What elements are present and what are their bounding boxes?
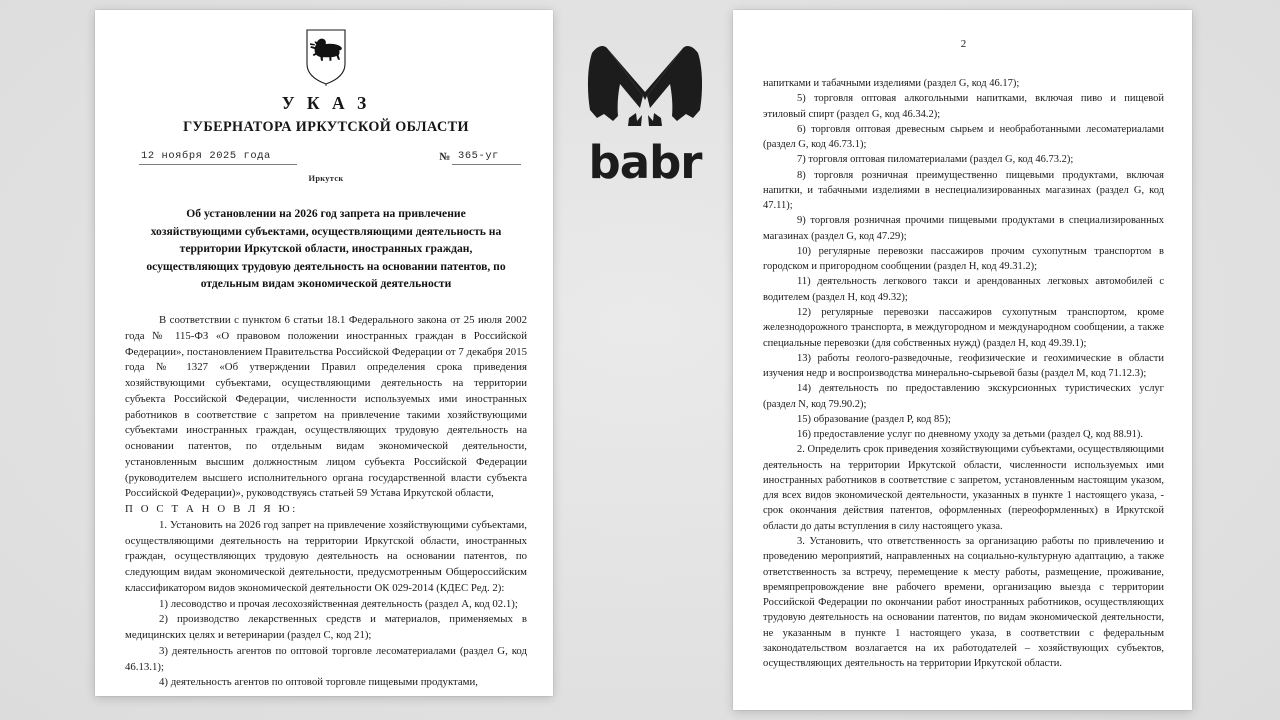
list-item: 13) работы геолого-разведочные, геофизические и геохимические в области изучения недр и воспроизводства минерально-сырьевой базы (раздел М, код 71.12.3); <box>763 352 1164 380</box>
list-item: 9) торговля розничная прочими пищевыми продуктами в специализированных магазинах (раздел G, код 47.29); <box>763 215 1164 242</box>
list-item: 14) деятельность по предоставлению экскурсионных туристических услуг (раздел N, код 79.90.2); <box>763 383 1164 410</box>
clause-1: 1. Установить на 2026 год запрет на привлечение хозяйствующими субъектами, осуществляющими деятельность на территории Иркутской области, иностранных граждан, осуществляющих трудовую деятельность на основании патентов, по следующим видам экономической деятельности, предусмотренным Общероссийским классификатором видов экономической деятельности ОК 029-2014 (КДЕС Ред. 2): <box>125 518 527 594</box>
clause-2: 2. Определить срок приведения хозяйствующими субъектами, осуществляющими деятельность на территории Иркутской области, численности используемых ими иностранных работников в соответствие с запретом, установленным настоящим указом, для всех видов экономической деятельности, указанных в пункте 1 настоящего указа, - срок окончания действия патентов, оформленных (переоформленных) в Иркутской области до даты вступления в силу настоящего указа. <box>763 444 1164 532</box>
list-item: 5) торговля оптовая алкогольными напитками, включая пиво и пищевой этиловый спирт (раздел G, код 46.34.2); <box>763 93 1164 120</box>
irkutsk-coat-of-arms-icon <box>304 28 348 86</box>
decree-body-continued <box>763 76 1164 671</box>
list-item: 1) лесоводство и прочая лесохозяйственная деятельность (раздел А, код 02.1); <box>159 597 518 610</box>
document-date: 12 ноября 2025 года <box>139 150 297 165</box>
document-meta-row <box>125 150 527 165</box>
list-item: 2) производство лекарственных средств и материалов, применяемых в медицинских целях и ветеринарии (раздел С, код 21); <box>125 613 527 642</box>
document-city: Иркутск <box>308 174 344 183</box>
babr-watermark <box>570 26 720 201</box>
list-item: 10) регулярные перевозки пассажиров прочим сухопутным транспортом в городском и пригородном сообщении (раздел Н, код 49.31.2); <box>763 245 1164 273</box>
list-item: 6) торговля оптовая древесным сырьем и необработанными лесоматериалами (раздел G, код 46.73.1); <box>763 123 1164 151</box>
list-item: 7) торговля оптовая пиломатериалами (раздел G, код 46.73.2); <box>797 154 1074 166</box>
list-item: 16) предоставление услуг по дневному уходу за детьми (раздел Q, код 88.91). <box>797 429 1144 441</box>
intro-paragraph: В соответствии с пунктом 6 статьи 18.1 Федерального закона от 25 июля 2002 года № 115-ФЗ «О правовом положении иностранных граждан в Российской Федерации», постановлением Правительства Российской Федерации от 7 декабря 2015 года № 1327 «Об утверждении Правил определения срока приведения хозяйствующими субъектами, осуществляющими деятельность на территории субъекта Российской Федерации, численности используемых ими иностранных работников в соответствие с запретом на привлечение такими хозяйствующими субъектами иностранных граждан, осуществляющих трудовую деятельность на основании патентов, по отдельным видам экономической деятельности, установленным высшим должностным лицом субъекта Российской Федерации (руководителем высшего исполнительного органа государственной власти субъекта Российской Федерации)», руководствуясь статьей 59 Устава Иркутской области, <box>125 314 527 500</box>
page-subtitle: ГУБЕРНАТОРА ИРКУТСКОЙ ОБЛАСТИ <box>183 119 469 135</box>
list-item: 4) деятельность агентов по оптовой торговле пищевыми продуктами, <box>159 676 478 689</box>
decree-verb: П О С Т А Н О В Л Я Ю: <box>125 503 298 516</box>
list-item: 8) торговля розничная преимущественно пищевыми продуктами, включая напитки, и табачными изделиями в неспециализированных магазинах (раздел G, код 47.11); <box>763 169 1164 212</box>
continuation-line: напитками и табачными изделиями (раздел G, код 46.17); <box>763 78 1020 89</box>
document-page-2 <box>733 10 1192 710</box>
page-number: 2 <box>960 38 967 50</box>
babr-wordmark: babr <box>588 136 702 189</box>
number-symbol: № <box>439 151 451 163</box>
page-title: У К А З <box>281 93 371 113</box>
list-item: 3) деятельность агентов по оптовой торговле лесоматериалами (раздел G, код 46.13.1); <box>125 644 527 673</box>
emblem-row <box>125 28 527 91</box>
babr-tiger-head-logo-icon <box>580 26 710 144</box>
document-page-1 <box>95 10 553 696</box>
decree-body <box>125 313 527 691</box>
list-item: 11) деятельность легкового такси и арендованных легковых автомобилей с водителем (раздел Н, код 49.32); <box>763 276 1164 303</box>
document-number: 365-уг <box>452 150 521 165</box>
list-item: 12) регулярные перевозки пассажиров сухопутным транспортом, кроме железнодорожного транспорта, в междугородном и международном сообщении, а также специальные перевозки (для собственных нужд) (раздел Н, код 49.39.1); <box>763 306 1164 349</box>
document-number-group <box>439 150 521 165</box>
clause-3: 3. Установить, что ответственность за организацию работы по привлечению и проведению мероприятий, направленных на социально-культурную адаптацию, а также ответственность за встречу, перемещение к месту работы, размещение, проживание, времяпрепровождение вне рабочего времени, организацию выезда с территории Российской Федерации по окончании работ иностранных работников, осуществляющих трудовую деятельность на основании патентов, по видам экономической деятельности, не указанным в пункте 1 настоящего указа, в соответствии с федеральным законодательством возлагается на их работодателей – хозяйствующих субъектов, осуществляющих деятельность на территории Иркутской области. <box>763 535 1164 670</box>
list-item: 15) образование (раздел Р, код 85); <box>797 413 951 425</box>
decree-title: Об установлении на 2026 год запрета на привлечение хозяйствующими субъектами, осуществляющими деятельность на территории Иркутской области, иностранных граждан, осуществляющих трудовую деятельность на основании патентов, по отдельным видам экономической деятельности <box>146 207 506 291</box>
